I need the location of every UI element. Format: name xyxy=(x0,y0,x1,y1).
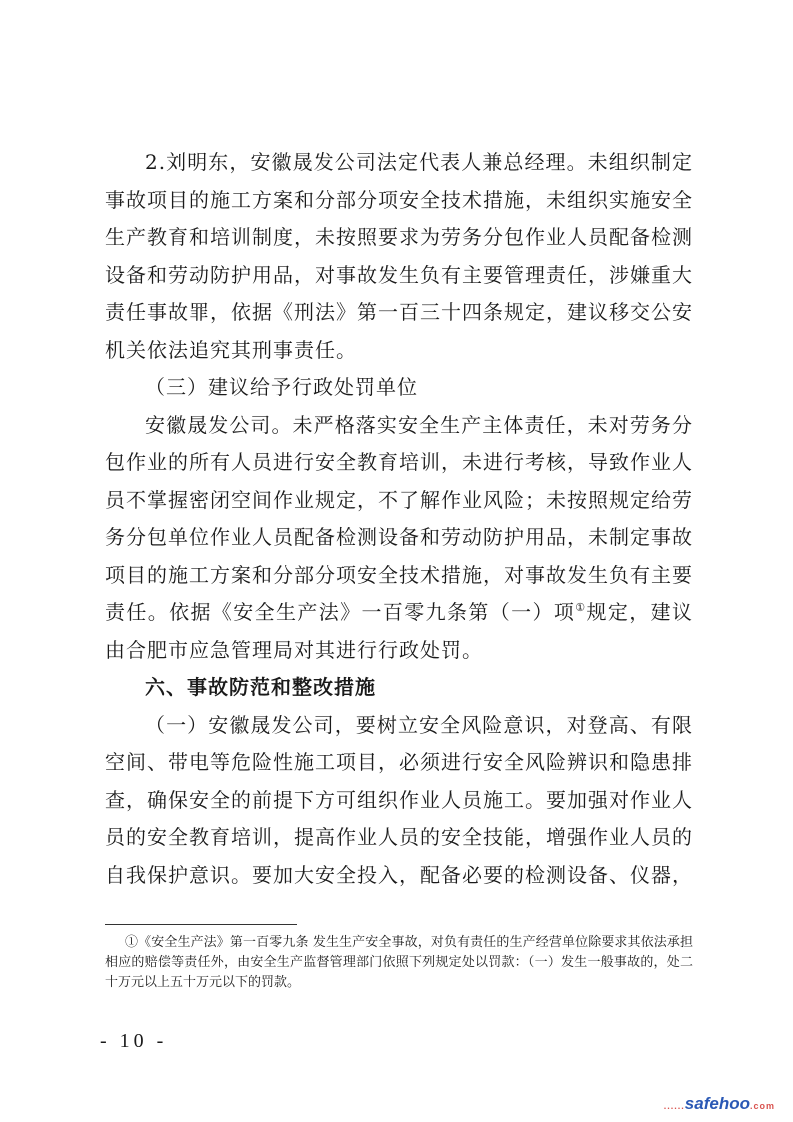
paragraph-liu-mingdong: 2.刘明东，安徽晟发公司法定代表人兼总经理。未组织制定事故项目的施工方案和分部分项安全技术措施，未组织实施安全生产教育和培训制度，未按照要求为劳务分包作业人员配备检测设备和劳动防护用品，对事故发生负有主要管理责任，涉嫌重大责任事故罪，依据《刑法》第一百三十四条规定，建议移交公安机关依法追究其刑事责任。 xyxy=(105,150,693,362)
footnote-text: ①《安全生产法》第一百零九条 发生生产安全事故，对负有责任的生产经营单位除要求其依法承担相应的赔偿等责任外，由安全生产监督管理部门依照下列规定处以罚款：（一）发生一般事故的，处二十万元以上五十万元以下的罚款。 xyxy=(105,935,693,990)
paragraph-text-after-footnote: 规定，建议由合肥市应急管理局对其进行行政处罚。 xyxy=(105,600,693,662)
section-heading-prevention-measures: 六、事故防范和整改措施 xyxy=(145,675,376,699)
watermark-dots-right: .com xyxy=(749,1101,775,1111)
watermark-text: safehoo xyxy=(684,1094,750,1113)
paragraph-anhui-shengfa-penalty xyxy=(105,407,693,670)
watermark-dots-left: ...... xyxy=(663,1101,685,1111)
section-heading-administrative-penalty: （三）建议给予行政处罚单位 xyxy=(145,375,418,399)
footnote-divider xyxy=(105,924,297,925)
body-text xyxy=(105,144,693,894)
page-number: - 10 - xyxy=(100,1030,168,1052)
paragraph-prevention-measure-1: （一）安徽晟发公司，要树立安全风险意识，对登高、有限空间、带电等危险性施工项目，必须进行安全风险辨识和隐患排查，确保安全的前提下方可组织作业人员施工。要加强对作业人员的安全教育培训，提高作业人员的安全技能，增强作业人员的自我保护意识。要加大安全投入，配备必要的检测设备、仪器， xyxy=(105,712,693,887)
site-watermark-logo xyxy=(664,1094,775,1114)
footnote-reference-mark[interactable]: ① xyxy=(575,601,587,614)
paragraph-text-before-footnote: 安徽晟发公司。未严格落实安全生产主体责任，未对劳务分包作业的所有人员进行安全教育培训，未进行考核，导致作业人员不掌握密闭空间作业规定，不了解作业风险；未按照规定给劳务分包单位作业人员配备检测设备和劳动防护用品，未制定事故项目的施工方案和分部分项安全技术措施，对事故发生负有主要责任。依据《安全生产法》一百零九条第（一）项 xyxy=(105,412,693,624)
